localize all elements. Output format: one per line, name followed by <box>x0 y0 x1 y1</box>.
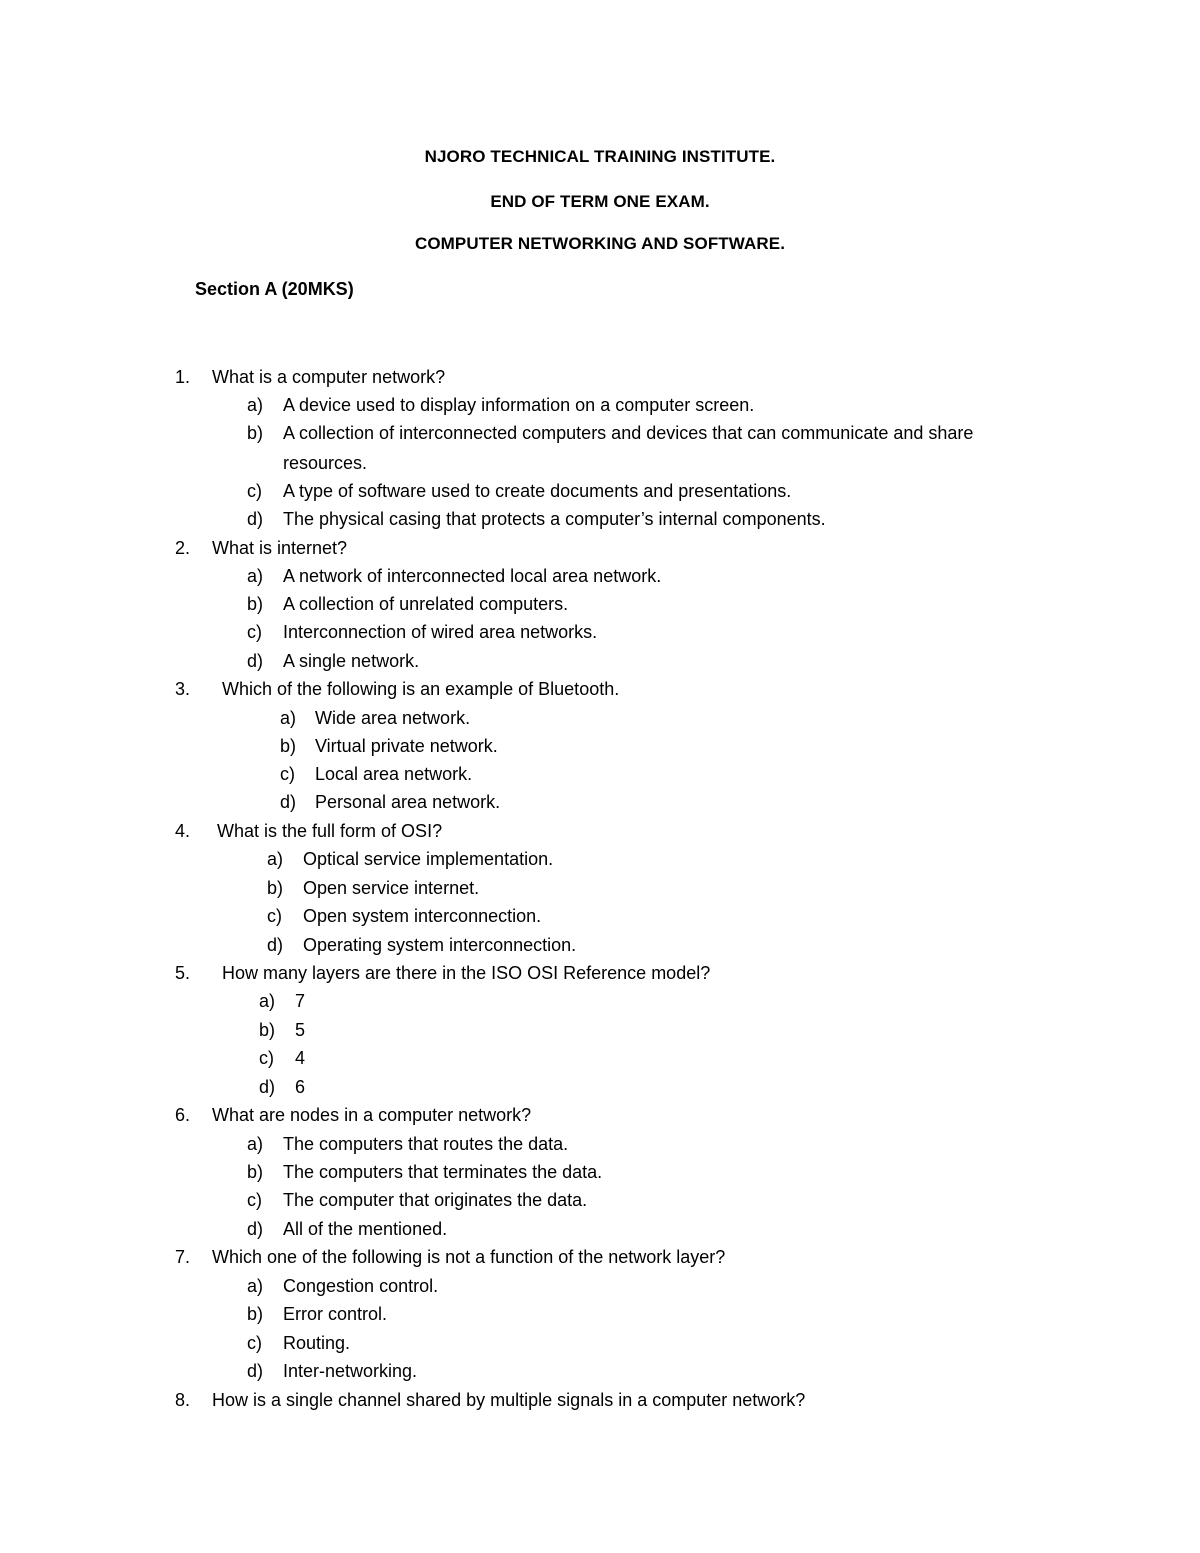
question-text: How many layers are there in the ISO OSI Reference model? <box>222 963 711 983</box>
option-letter: b) <box>259 1020 276 1040</box>
option-letter: d) <box>259 1077 276 1097</box>
question-number: 8. <box>175 1390 191 1410</box>
question-number: 7. <box>175 1247 191 1267</box>
option-text: Inter-networking. <box>283 1361 418 1381</box>
option-text: A type of software used to create documents and presentations. <box>283 481 792 501</box>
institute-title: NJORO TECHNICAL TRAINING INSTITUTE. <box>424 147 776 166</box>
option-letter: a) <box>247 566 264 586</box>
option-letter: b) <box>247 423 264 443</box>
exam-title: END OF TERM ONE EXAM. <box>490 192 710 211</box>
option-letter: c) <box>247 481 262 501</box>
question-text: How is a single channel shared by multiple signals in a computer network? <box>212 1390 806 1410</box>
option-text-continued: resources. <box>283 453 368 473</box>
option-text: A single network. <box>283 651 420 671</box>
option-text: Wide area network. <box>315 708 471 728</box>
option-letter: b) <box>247 1304 264 1324</box>
option-text: Optical service implementation. <box>303 849 554 869</box>
option-text: Error control. <box>283 1304 388 1324</box>
section-title: Section A (20MKS) <box>195 279 354 299</box>
option-letter: d) <box>267 935 284 955</box>
option-letter: a) <box>259 991 276 1011</box>
option-letter: a) <box>280 708 297 728</box>
subject-title: COMPUTER NETWORKING AND SOFTWARE. <box>414 234 786 253</box>
option-letter: d) <box>247 651 264 671</box>
question-text: What are nodes in a computer network? <box>212 1105 532 1125</box>
question-number: 3. <box>175 679 191 699</box>
option-text: The computer that originates the data. <box>283 1190 588 1210</box>
option-letter: a) <box>247 395 264 415</box>
option-letter: c) <box>280 764 295 784</box>
option-letter: b) <box>247 594 264 614</box>
option-text: Local area network. <box>315 764 473 784</box>
question-text: Which one of the following is not a function of the network layer? <box>212 1247 726 1267</box>
option-text: 6 <box>295 1077 306 1097</box>
option-letter: c) <box>259 1048 274 1068</box>
question-number: 1. <box>175 367 191 387</box>
option-letter: a) <box>267 849 284 869</box>
option-text: 7 <box>295 991 306 1011</box>
option-letter: c) <box>267 906 282 926</box>
option-text: The computers that terminates the data. <box>283 1162 603 1182</box>
option-text: A device used to display information on a computer screen. <box>283 395 755 415</box>
option-letter: a) <box>247 1276 264 1296</box>
question-text: What is internet? <box>212 538 348 558</box>
option-text: Routing. <box>283 1333 351 1353</box>
option-text: The computers that routes the data. <box>283 1134 569 1154</box>
option-letter: d) <box>247 509 264 529</box>
option-letter: b) <box>280 736 297 756</box>
option-text: All of the mentioned. <box>283 1219 448 1239</box>
option-text: Interconnection of wired area networks. <box>283 622 598 642</box>
option-text: Open service internet. <box>303 878 480 898</box>
option-letter: d) <box>280 792 297 812</box>
option-letter: c) <box>247 1333 262 1353</box>
question-text: What is a computer network? <box>212 367 446 387</box>
option-letter: b) <box>267 878 284 898</box>
option-text: Personal area network. <box>315 792 501 812</box>
option-letter: d) <box>247 1361 264 1381</box>
option-letter: a) <box>247 1134 264 1154</box>
option-letter: d) <box>247 1219 264 1239</box>
question-number: 6. <box>175 1105 191 1125</box>
option-text: Open system interconnection. <box>303 906 542 926</box>
question-number: 4. <box>175 821 191 841</box>
option-text: A collection of interconnected computers and devices that can communicate and share <box>283 423 974 443</box>
option-text: The physical casing that protects a computer’s internal components. <box>283 509 826 529</box>
option-text: Operating system interconnection. <box>303 935 577 955</box>
option-letter: c) <box>247 1190 262 1210</box>
question-number: 2. <box>175 538 191 558</box>
option-text: Virtual private network. <box>315 736 498 756</box>
option-letter: c) <box>247 622 262 642</box>
option-text: A network of interconnected local area network. <box>283 566 662 586</box>
question-number: 5. <box>175 963 191 983</box>
question-text: Which of the following is an example of Bluetooth. <box>222 679 620 699</box>
option-text: A collection of unrelated computers. <box>283 594 569 614</box>
option-text: 4 <box>295 1048 306 1068</box>
option-text: 5 <box>295 1020 306 1040</box>
option-text: Congestion control. <box>283 1276 439 1296</box>
option-letter: b) <box>247 1162 264 1182</box>
question-text: What is the full form of OSI? <box>217 821 443 841</box>
